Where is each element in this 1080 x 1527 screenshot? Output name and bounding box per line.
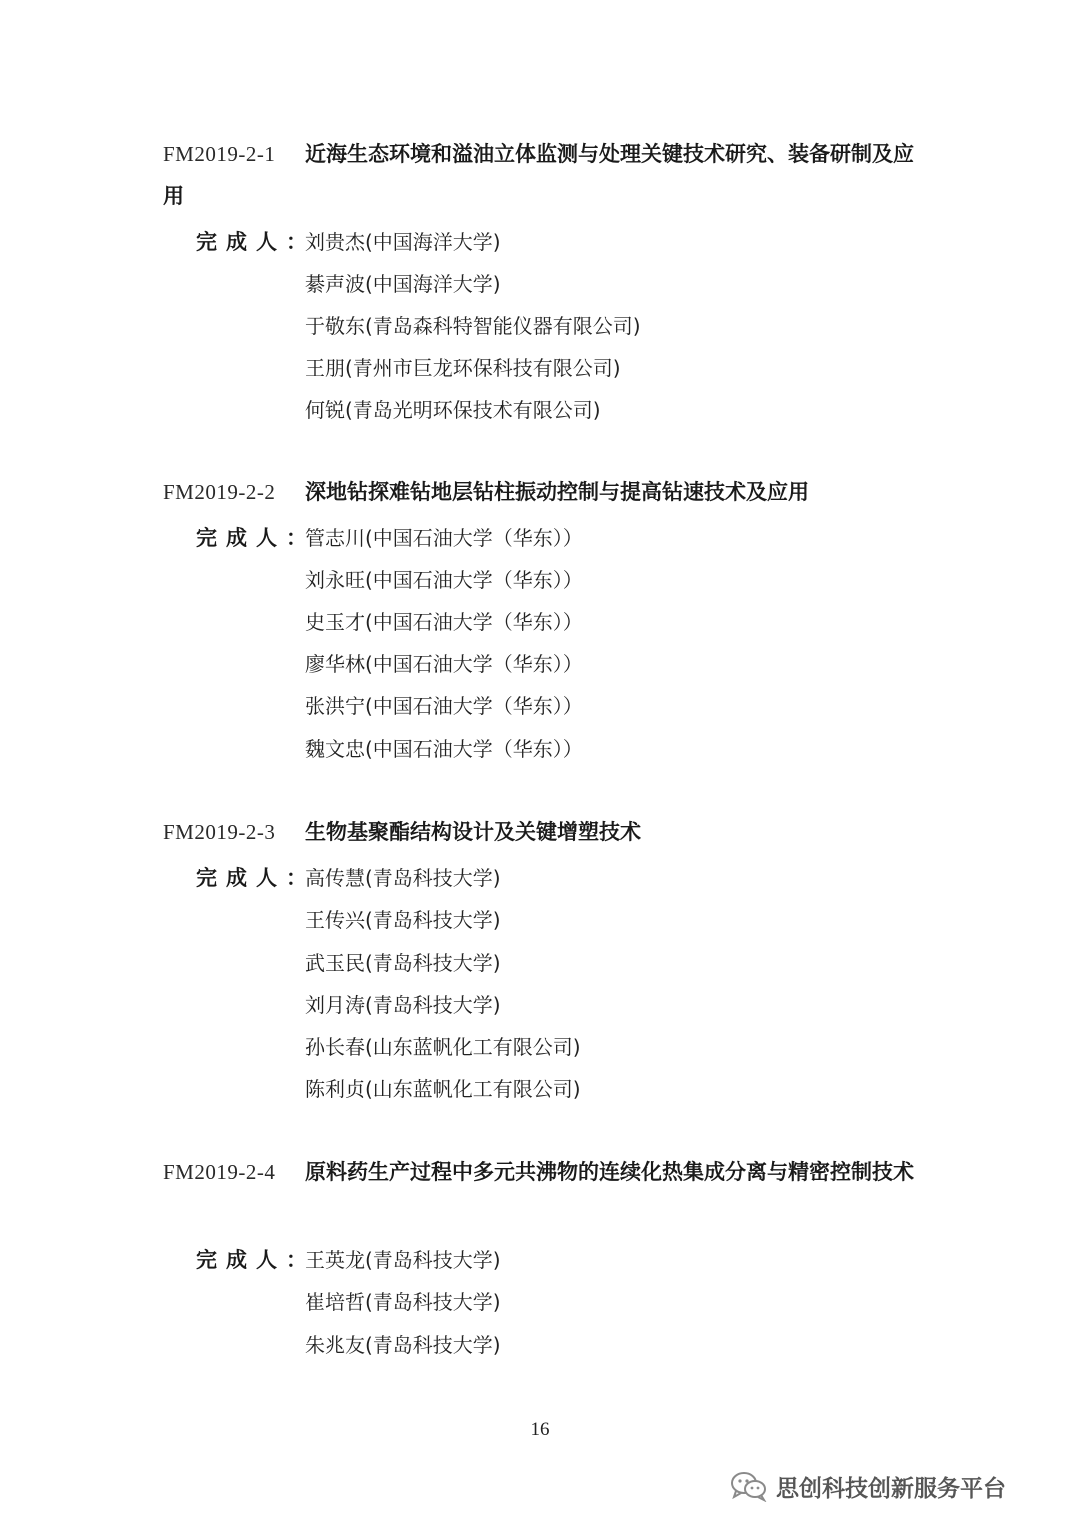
entry-code: FM2019-2-2 xyxy=(163,480,276,504)
completer-name: 廖华林(中国石油大学（华东）） xyxy=(305,652,583,676)
entry-code: FM2019-2-3 xyxy=(163,820,276,844)
completers-label: 完成人： xyxy=(196,230,316,254)
completers-label: 完成人： xyxy=(196,1248,316,1272)
completer-name: 陈利贞(山东蓝帆化工有限公司) xyxy=(305,1077,581,1101)
completer-name: 史玉才(中国石油大学（华东）） xyxy=(305,610,583,634)
entry-title: 生物基聚酯结构设计及关键增塑技术 xyxy=(305,820,641,844)
entry-title: 深地钻探难钻地层钻柱振动控制与提高钻速技术及应用 xyxy=(305,480,809,504)
completer-name: 高传慧(青岛科技大学) xyxy=(305,866,501,890)
completer-name: 孙长春(山东蓝帆化工有限公司) xyxy=(305,1035,581,1059)
completers-label: 完成人： xyxy=(196,526,316,550)
completer-name: 刘永旺(中国石油大学（华东）） xyxy=(305,568,583,592)
completer-name: 张洪宁(中国石油大学（华东）） xyxy=(305,694,583,718)
completer-name: 朱兆友(青岛科技大学) xyxy=(305,1333,501,1357)
completer-name: 管志川(中国石油大学（华东）） xyxy=(305,526,583,550)
entry-code: FM2019-2-4 xyxy=(163,1160,276,1184)
entry-title: 近海生态环境和溢油立体监测与处理关键技术研究、装备研制及应用 xyxy=(163,142,914,208)
completer-name: 王英龙(青岛科技大学) xyxy=(305,1248,501,1272)
entry-code: FM2019-2-1 xyxy=(163,142,276,166)
completers-label: 完成人： xyxy=(196,866,316,890)
completer-name: 何锐(青岛光明环保技术有限公司) xyxy=(305,398,601,422)
watermark-text: 思创科技创新服务平台 xyxy=(776,1475,1006,1502)
page-number: 16 xyxy=(530,1419,550,1440)
completer-name: 刘月涛(青岛科技大学) xyxy=(305,993,501,1017)
completer-name: 魏文忠(中国石油大学（华东）） xyxy=(305,737,583,761)
completer-name: 綦声波(中国海洋大学) xyxy=(305,272,501,296)
completer-name: 崔培哲(青岛科技大学) xyxy=(305,1290,501,1314)
wechat-icon xyxy=(730,1470,768,1502)
completer-name: 王朋(青州市巨龙环保科技有限公司) xyxy=(305,356,621,380)
completer-name: 武玉民(青岛科技大学) xyxy=(305,951,501,975)
completer-name: 刘贵杰(中国海洋大学) xyxy=(305,230,501,254)
completer-name: 于敬东(青岛森科特智能仪器有限公司) xyxy=(305,314,641,338)
completer-name: 王传兴(青岛科技大学) xyxy=(305,908,501,932)
entry-title: 原料药生产过程中多元共沸物的连续化热集成分离与精密控制技术 xyxy=(305,1160,914,1184)
watermark xyxy=(730,1466,1006,1506)
